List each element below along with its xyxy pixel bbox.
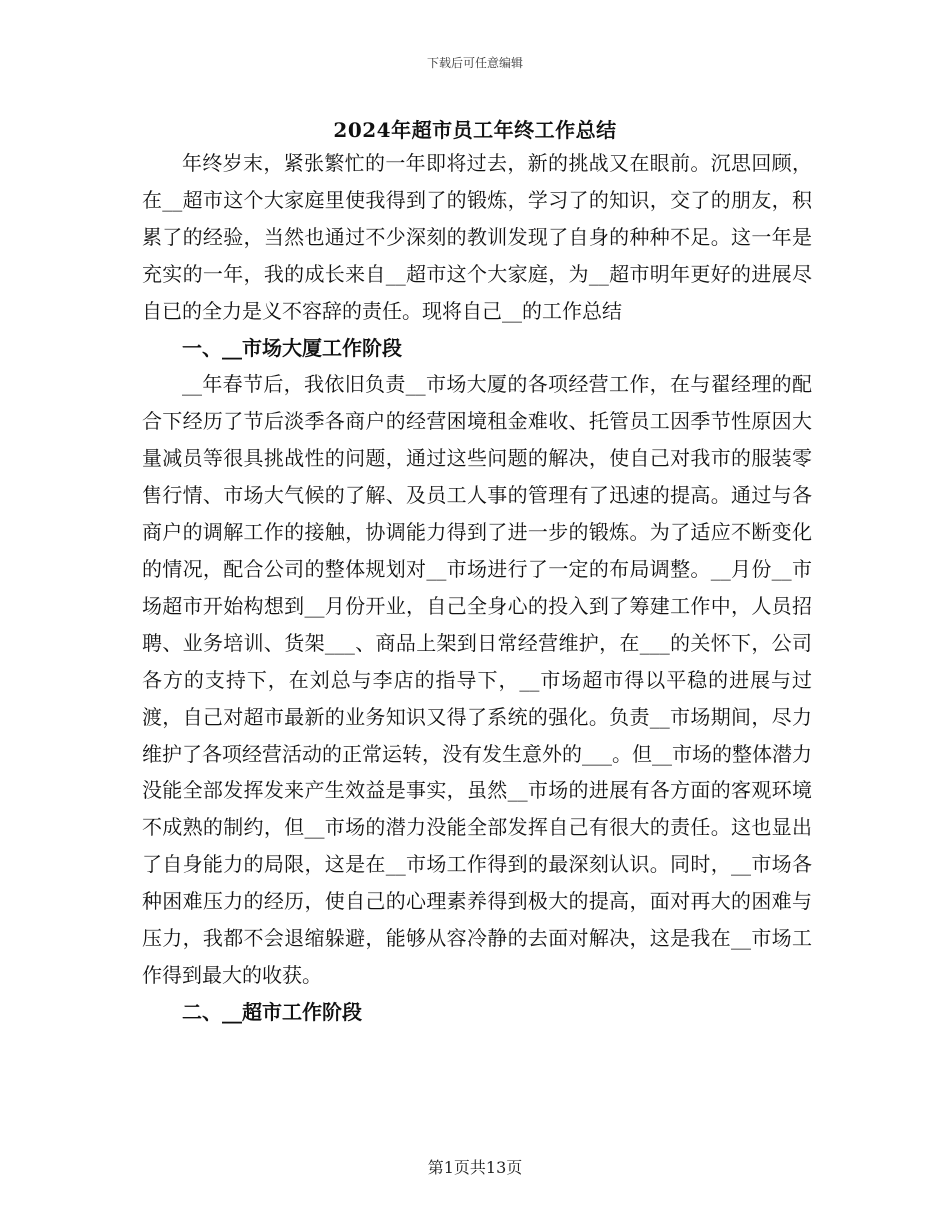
document-body <box>142 145 812 1031</box>
page-footer: 第1页共13页 <box>427 1158 523 1177</box>
section-heading-2: 二、__超市工作阶段 <box>182 999 362 1024</box>
intro-paragraph: 年终岁末，紧张繁忙的一年即将过去，新的挑战又在眼前。沉思回顾，在__超市这个大家庭里使我得到了的锻炼，学习了的知识，交了的朋友，积累了的经验，当然也通过不少深刻的教训发现了自身的种种不足。这一年是充实的一年，我的成长来自__超市这个大家庭，为__超市明年更好的进展尽自已的全力是义不容辞的责任。现将自己__的工作总结 <box>142 151 812 323</box>
header-note: 下载后可任意编辑 <box>426 56 523 70</box>
section-1-paragraph: __年春节后，我依旧负责__市场大厦的各项经营工作，在与翟经理的配合下经历了节后淡季各商户的经营困境租金难收、托管员工因季节性原因大量减员等很具挑战性的问题，通过这些问题的解决，使自己对我市的服装零售行情、市场大气候的了解、及员工人事的管理有了迅速的提高。通过与各商户的调解工作的接触，协调能力得到了进一步的锻炼。为了适应不断变化的情况，配合公司的整体规划对__市场进行了一定的布局调整。__月份__市场超市开始构想到__月份开业，自己全身心的投入到了筹建工作中，人员招聘、业务培训、货架___、商品上架到日常经营维护，在___的关怀下，公司各方的支持下，在刘总与李店的指导下，__市场超市得以平稳的进展与过渡，自己对超市最新的业务知识又得了系统的强化。负责__市场期间，尽力维护了各项经营活动的正常运转，没有发生意外的___。但__市场的整体潜力没能全部发挥发来产生效益是事实，虽然__市场的进展有各方面的客观环境不成熟的制约，但__市场的潜力没能全部发挥自己有很大的责任。这也显出了自身能力的局限，这是在__市场工作得到的最深刻认识。同时，__市场各种困难压力的经历，使自己的心理素养得到极大的提高，面对再大的困难与压力，我都不会退缩躲避，能够从容冷静的去面对解决，这是我在__市场工作得到最大的收获。 <box>142 372 812 987</box>
section-heading-1: 一、__市场大厦工作阶段 <box>182 335 402 360</box>
document-title: 2024年超市员工年终工作总结 <box>333 118 617 142</box>
